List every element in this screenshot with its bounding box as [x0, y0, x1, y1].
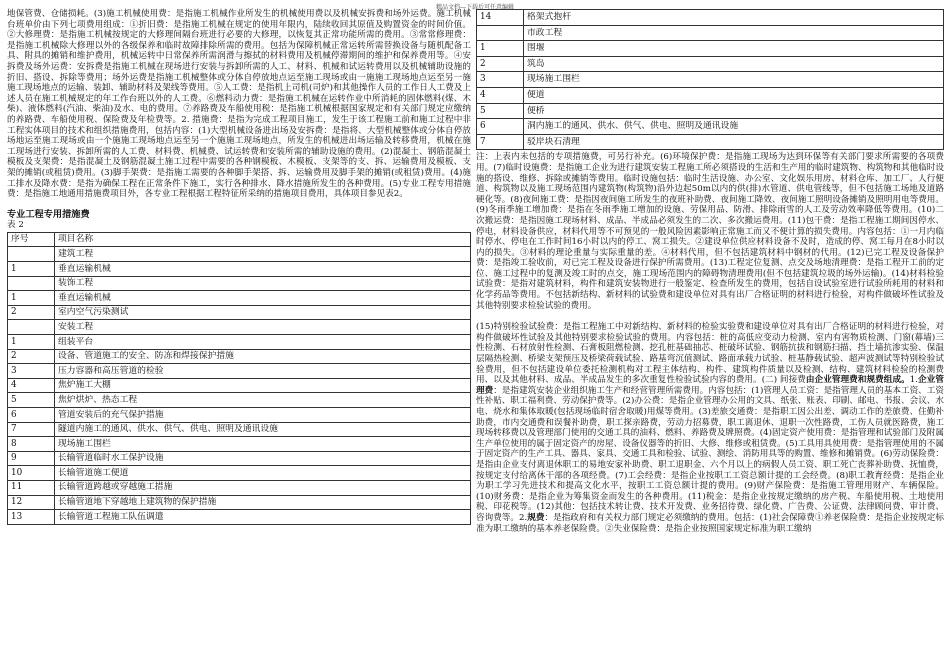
table-row [8, 466, 471, 481]
item-name-cell: 长输管道施工便道 [55, 466, 471, 481]
serial-number-cell: 5 [477, 103, 524, 119]
special-measures-table-continued [476, 9, 944, 150]
table-row [8, 480, 471, 495]
table-row [477, 10, 944, 26]
serial-number-cell [8, 320, 55, 335]
item-name-cell: 长输管道跨越或穿越施工措施 [55, 480, 471, 495]
serial-number-cell: 9 [8, 451, 55, 466]
serial-number-cell: 1 [8, 335, 55, 350]
special-measures-table [7, 232, 471, 525]
table-row [8, 276, 471, 291]
table-row [8, 510, 471, 525]
item-name-cell: 市政工程 [524, 25, 944, 41]
item-name-cell: 垂直运输机械 [55, 291, 471, 306]
table-row [477, 103, 944, 119]
serial-number-cell: 3 [477, 72, 524, 88]
serial-number-cell: 序号 [8, 232, 55, 247]
item-name-cell: 格架式抱杆 [524, 10, 944, 26]
item-name-cell: 现场施工围栏 [524, 72, 944, 88]
serial-number-cell: 2 [8, 305, 55, 320]
serial-number-cell: 6 [477, 119, 524, 135]
table-row [8, 262, 471, 277]
table-row [477, 41, 944, 57]
table-row [8, 305, 471, 320]
serial-number-cell: 2 [477, 56, 524, 72]
item-name-cell: 隧道内施工的通风、供水、供气、供电、照明及通讯设施 [55, 422, 471, 437]
item-name-cell: 垂直运输机械 [55, 262, 471, 277]
management-fee-text: ：是指建筑安装企业组织施工生产和经营管理所需费用。内容包括：(1)管理人员工资：是指管理人员的基本工资、工资性补贴、职工福利费、劳动保护费等。(2)办公费：是指企业管理办公用的文具、纸张、账表、印刷、邮电、书报、会议、水电、烧水和集体取暖(包括现场临时宿舍取暖)用煤等费用。(3)差旅交通费：是指职工因公出差、调动工作的差旅费、住勤补助费，市内交通费和误餐补助费，职工探亲路费，劳动力招募费，职工离退休、退职一次性路费，工伤人员就医路费，施工现场转移费以及管理部门使用的交通工具的油料、燃料、养路费及牌照费。(4)固定资产使用费：是指管理和试验部门及附属生产单位使用的属于固定资产的房屋、设备仪器等的折旧、大修、维修或租赁费。(5)工具用具使用费：是指管理使用的不属于固定资产的生产工具、器具、家具、交通工具和检验、试验、测绘、消防用具等的购置、维修和摊销费。(6)劳动保险费：是指由企业支付离退休职工的易地安家补助费、职工退职金、六个月以上的病假人员工资、职工死亡丧葬补助费、抚恤费，按规定支付给离休干部的各项经费。(7)工会经费：是指企业按职工工资总额计提的工会经费。(8)职工教育经费：是指企业为职工学习先进技术和提高文化水平，按职工工资总额计提的费用。(9)财产保险费：是指施工管理用财产、车辆保险。(10)财务费：是指企业为筹集资金而发生的各种费用。(11)税金：是指企业按规定缴纳的房产税、车船使用税、土地使用税、印花税等。(12)其他：包括技术转让费、技术开发费、业务招待费、绿化费、广告费、公证费、法律顾问费、审计费、咨询费等。 [476, 385, 944, 523]
item-name-cell: 便道 [524, 87, 944, 103]
item-name-cell: 组装平台 [55, 335, 471, 350]
serial-number-cell [477, 25, 524, 41]
table-row [477, 25, 944, 41]
item-name-cell: 装饰工程 [55, 276, 471, 291]
item-name-cell: 项目名称 [55, 232, 471, 247]
right-column [476, 9, 944, 534]
section-title: 专业工程专用措施费 [7, 208, 90, 220]
serial-number-cell: 11 [8, 480, 55, 495]
item-name-cell: 长输管道临时水工保护设施 [55, 451, 471, 466]
indirect-cost-bold: 由企业管理费和规费组成。 [805, 375, 910, 386]
left-column [7, 9, 471, 525]
indirect-cost-paragraph [476, 322, 944, 534]
item-name-cell: 现场施工围栏 [55, 437, 471, 452]
table-row [8, 378, 471, 393]
table-row [477, 119, 944, 135]
fees-text: ：是指政府和有关权力部门规定必须缴纳的费用。包括：(1)社会保障费①养老保险费：是指企业按规定标准为职工缴纳的基本养老保险费。②失业保险费：是指企业按照国家规定标准为职工缴纳 [476, 512, 944, 534]
serial-number-cell: 1 [8, 291, 55, 306]
table-row [477, 72, 944, 88]
page-header: 精品文档---下载后可任意编辑 [435, 4, 515, 11]
item-name-cell: 长输管道工程施工队伍调遣 [55, 510, 471, 525]
serial-number-cell: 10 [8, 466, 55, 481]
item-name-cell: 便桥 [524, 103, 944, 119]
table-row [8, 349, 471, 364]
table-row [8, 393, 471, 408]
serial-number-cell: 14 [477, 10, 524, 26]
table-row [8, 232, 471, 247]
table-row [8, 451, 471, 466]
table-row [8, 320, 471, 335]
serial-number-cell: 12 [8, 495, 55, 510]
item-name-cell: 安装工程 [55, 320, 471, 335]
serial-number-cell: 6 [8, 408, 55, 423]
table-row [8, 247, 471, 262]
table-row [8, 291, 471, 306]
item-name-cell: 驳岸块石清理 [524, 134, 944, 150]
item-number-2: 2. [519, 512, 528, 523]
item-name-cell: 室内空气污染测试 [55, 305, 471, 320]
measures-fee-paragraph: 地保管费、仓储损耗。(3)施工机械使用费：是指施工机械作业所发生的机械使用费以及机械安拆费和场外运费。施工机械台班单价由下列七项费用组成：①折旧费：是指施工机械在规定的使用年限内，陆续收回其原值及购置资金的时间价值。②大修理费：是指施工机械按规定的大修理间隔台班进行必要的大修理，以恢复其正常功能所需的费用。③常常修理费：是指施工机械除大修理以外的各级保养和临时故障排除所需的费用。包括为保障机械正常运转所需替换设备与随机配备工具、附具的摊销和维护费用，机械运转中日常保养所需润滑与擦拭的材料费用及机械停滞期间的维护和保养费用等。④安拆费及场外运费：安拆费是指施工机械在现场进行安装与拆卸所需的人工、材料、机械和试运转费用以及机械辅助设施的折旧、搭设、拆除等费用；场外运费是指施工机械整体或分体自停放地点运至施工现场或由一施施工现场地点运至另一施施工现场地点的运输、装卸、辅助材料及架线等费用。⑤人工费：是指机上司机(司炉)和其他操作人员的工作日人工费及上述人员在施工机械规定的年工作台班以外的人工费。⑥燃料动力费：是指施工机械在运转作业中所消耗的固体燃料(煤、木柴)、液体燃料(汽油、柴油)及水、电的费用。⑦养路费及车船使用税：是指施工机械根据国家规定和有关部门规定应缴纳的养路费、车船使用税、保险费及年检费等。2. 措施费：是指为完成工程项目施工，发生于该工程施工前和施工过程中非工程实体项目的技术和组织措施费用，包括内容：(1)大型机械设备进出场及安拆费：是指将、大型机械整体或分体自停放场地运至施工现场或由一个施施工现场地点运至另一个施施工现场地点，所发生的机械进出场运输及转移费用，机械在施工现场进行安装、拆卸所需的人工费、材料费、机械费、试运转费和安装所需的辅助设施的费用。(2)混凝土、钢筋混凝土模板及支架费：是指混凝土及钢筋混凝土施工过程中需要的各种钢模板、木模板、支架等的支、拆、运输费用及模板、支架的摊销(或租赁)费用。(3)脚手架费：是指施工需要的各种脚手架搭、拆、运输费用及脚手架的摊销(或租赁)费用。(4)施工排水及降水费：是指为确保工程在正常条件下施工，实行各种排水、降水措施所发生的各种费用。(5)专业工程专用措施费：是指施工地通用措施费项目外，各专业工程根据工程特征所采纳的措施项目费用，具体项目参见表2。 [7, 9, 471, 200]
table-row [477, 56, 944, 72]
item-name-cell: 洞内施工的通风、供水、供气、供电、照明及通讯设施 [524, 119, 944, 135]
item-name-cell: 焦炉施工大棚 [55, 378, 471, 393]
serial-number-cell: 7 [8, 422, 55, 437]
table-row [477, 134, 944, 150]
serial-number-cell: 2 [8, 349, 55, 364]
note-paragraph: 注：上表内未包括的专项措施费，可另行补充。(6)环境保护费：是指施工现场为达到环保等有关部门要求所需要的各项费用。(7)临时设施费：是指施工企业为进行建筑安装工程施工所必须搭设的生活和生产用的临时建筑物、构筑物和其他临时设施的搭设、维修、拆除或摊销等费用。临时设施包括：临时生活设施、办公室、文化娱乐用房、材料仓库、加工厂、人行便道、构筑物以及施工现场范围内建筑物(构筑物)沿外边起50m以内的供(排)水管道、供电管线等，但不包括施工场地及道路硬化等。(8)夜间施工费：是指因夜间施工所发生的夜班补助费、夜间施工降效、夜间施工照明设备摊销及照明用电等费用。(9)冬雨季施工增加费：是指在冬雨季施工增加的设施、劳保用品、防滑、排除雨雪的人工及劳动效率降低等费用。(10)二次搬运费：是指因施工现场材料、成品、半成品必须发生的二次、多次搬运费用。(11)包干费：是指工程施工期间因停水、停电，材料设备供应，材料代用等不可预见的一般风险因素影响正常施工而又不便计算的损失费用。内容包括：①一月内临时停水、停电在工作时间16小时以内的停工、窝工损失。②建设单位供应材料设备不及时，造成的停、窝工每月在8小时以内的损失。③材料的理论重量与实际重量的差。④材料代用，但不包括建筑材料中钢材的代用。(12)已完工程及设备保护费：是指竣工验收前，对已完工程及设备进行保护所需费用。(13)工程定位复测、点交及场地清理费：是指工程开工前的定位、施工过程中的复测及竣工时的点交，施工现场范围内的障碍物清理费用(但不包括建筑垃圾的场外运输)。(14)材料检验试验费：是指对建筑材料，构件和建筑安装物进行一般鉴定、检查所发生的费用，包括自设试验室进行试验所耗用的材料和化学药品等费用。不包括新结构、新材料的试验费和建设单位对具有出厂合格证明的材料进行检验，对构件做破坏性试验及其他特别要求检验试验的费用。 [476, 152, 944, 311]
table-row [8, 408, 471, 423]
serial-number-cell: 4 [8, 378, 55, 393]
serial-number-cell: 1 [8, 262, 55, 277]
table-row [477, 87, 944, 103]
item-name-cell: 管道安装后的充气保护措施 [55, 408, 471, 423]
item-name-cell: 设备、管道施工的安全、防冻和焊接保护措施 [55, 349, 471, 364]
item-number: 1. [909, 375, 918, 386]
item-name-cell: 长输管道地下穿越地上建筑物的保护措施 [55, 495, 471, 510]
serial-number-cell: 13 [8, 510, 55, 525]
serial-number-cell: 7 [477, 134, 524, 150]
serial-number-cell [8, 247, 55, 262]
table-row [8, 422, 471, 437]
fees-heading: 规费 [527, 512, 545, 523]
serial-number-cell: 5 [8, 393, 55, 408]
item-name-cell: 焦炉烘炉、热态工程 [55, 393, 471, 408]
serial-number-cell: 3 [8, 364, 55, 379]
serial-number-cell: 1 [477, 41, 524, 57]
item-name-cell: 筑岛 [524, 56, 944, 72]
serial-number-cell: 8 [8, 437, 55, 452]
table-row [8, 437, 471, 452]
item-name-cell: 围堰 [524, 41, 944, 57]
serial-number-cell: 4 [477, 87, 524, 103]
item-name-cell: 压力容器和高压管道的检验 [55, 364, 471, 379]
table-row [8, 364, 471, 379]
serial-number-cell [8, 276, 55, 291]
table-row [8, 495, 471, 510]
item-name-cell: 建筑工程 [55, 247, 471, 262]
management-fee-heading: 企业管理费 [476, 375, 944, 396]
table-row [8, 335, 471, 350]
special-test-text: (15)特别检验试验费：是指工程施工中对新结构、新材料的检验实验费和建设单位对具有出厂合格证明的材料进行检验，对构件做破坏性试验及其他特别要求检验试验的费用。内容包括：桩的高低应变动力检测、室内有害物质检测、门窗(幕墙)三性检测、石材放射性检测、石膏板阻燃检测、挖孔桩基础抽芯、桩破坏试验、钢筋抗拔和钢筋扫描、挡土墙抗渗实验、保温层隔热检测、桥梁支架预压及桥梁荷载试验、路基弯沉值测试、路面承载力试验、桩基静载试验、超声波测试等特别检验试验费用，但不包括建设单位委托检测机构对工程主体结构、构件、建筑构件质量以及检测、结构、建筑材料检验的检测费用、以及其他材料、成品、半成品发生的多次重复性检验试验内容的费用。(二) 间接费 [476, 322, 944, 386]
table-label: 表 2 [7, 220, 24, 231]
